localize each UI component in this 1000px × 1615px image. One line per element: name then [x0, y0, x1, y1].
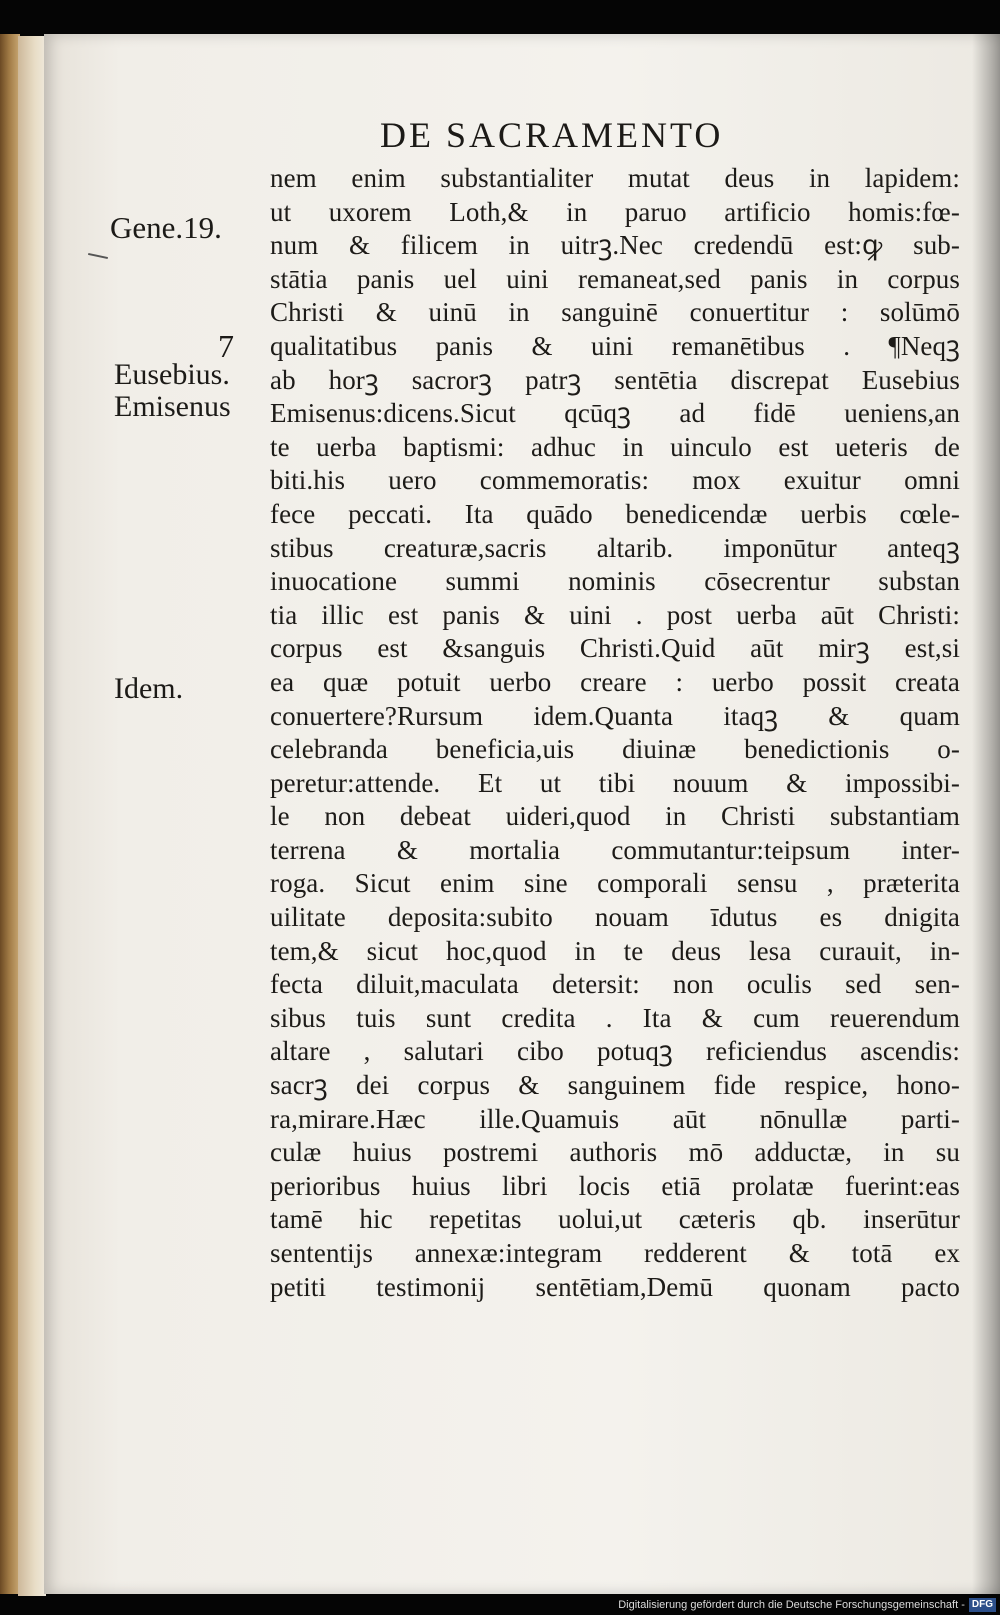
text-line: nem enim substantialiter mutat deus in lapidem: [270, 163, 960, 193]
margin-note-emisenus: Emisenus [114, 390, 231, 423]
margin-note-number: 7 [218, 328, 234, 364]
text-line: conuertere?Rursum idem.Quanta itaqꝫ & quam [270, 700, 960, 731]
text-line: sacrꝫ dei corpus & sanguinem fide respice, hono- [270, 1070, 960, 1101]
text-line: tamē hic repetitas uolui,ut cæteris qb. inserūtur [270, 1204, 960, 1235]
text-line: roga. Sicut enim sine comporali sensu , præterita [270, 868, 960, 899]
book-page-stack [18, 36, 46, 1596]
text-line: Emisenus:dicens.Sicut qcūqꝫ ad fidē ueniens,an [270, 398, 960, 429]
text-line: ra,mirare.Hæc ille.Quamuis aūt nōnullæ parti- [270, 1103, 960, 1134]
text-line: le non debeat uideri,quod in Christi substantiam [270, 801, 960, 832]
text-line: terrena & mortalia commutantur:teipsum inter- [270, 834, 960, 865]
digitization-credit-text: Digitalisierung gefördert durch die Deutsche Forschungsgemeinschaft - [618, 1599, 965, 1611]
text-line: perioribus huius libri locis etiā prolatæ fuerint:eas [270, 1170, 960, 1201]
text-line: uilitate deposita:subito nouam īdutus es dnigita [270, 902, 960, 933]
text-line: fecta diluit,maculata detersit: non oculis sed sen- [270, 969, 960, 1000]
text-line: ab horꝫ sacrorꝫ patrꝫ sentētia discrepat Eusebius [270, 364, 960, 395]
margin-note-idem: Idem. [114, 672, 184, 705]
margin-note-gene: Gene.19. [110, 210, 222, 245]
text-line: qualitatibus panis & uini remanētibus . ¶Neqꝫ [270, 330, 960, 361]
text-line: altare , salutari cibo potuqꝫ reficiendus ascendis: [270, 1036, 960, 1067]
text-line: peretur:attende. Et ut tibi nouum & impossibi- [270, 767, 960, 798]
text-line: num & filicem in uitrꝫ.Nec credendū est:ꝙ sub- [270, 230, 960, 261]
text-line: tia illic est panis & uini . post uerba aūt Christi: [270, 599, 960, 630]
text-line: inuocatione summi nominis cōsecrentur substan [270, 566, 960, 597]
text-line: celebranda beneficia,uis diuinæ benedictionis o- [270, 734, 960, 765]
page-gutter-shadow [972, 34, 1000, 1594]
margin-note-eusebius: Eusebius. [114, 358, 230, 391]
text-line: biti.his uero commemoratis: mox exuitur omni [270, 465, 960, 496]
text-line: ea quæ potuit uerbo creare : uerbo possit creata [270, 666, 960, 697]
text-line: petiti testimonij sentētiam,Demū quonam pacto [270, 1271, 960, 1302]
text-line: sibus tuis sunt credita . Ita & cum reuerendum [270, 1002, 960, 1033]
text-line: stibus creaturæ,sacris altarib. imponūtur anteqꝫ [270, 532, 960, 563]
book-page-edges [0, 34, 20, 1594]
text-line: tem,& sicut hoc,quod in te deus lesa curauit, in- [270, 935, 960, 966]
text-line: Christi & uinū in sanguinē conuertitur : solūmō [270, 297, 960, 328]
text-line: sententijs annexæ:integram redderent & totā ex [270, 1238, 960, 1268]
text-line: corpus est &sanguis Christi.Quid aūt mirꝫ est,si [270, 633, 960, 664]
dfg-logo: DFG [969, 1598, 996, 1612]
body-text [270, 162, 960, 1304]
text-line: te uerba baptismi: adhuc in uinculo est ueteris de [270, 431, 960, 462]
text-line: culæ huius postremi authoris mō adductæ, in su [270, 1137, 960, 1168]
margin-notes [110, 160, 260, 760]
running-head: DE SACRAMENTO [380, 115, 724, 155]
text-line: stātia panis uel uini remaneat,sed panis in corpus [270, 263, 960, 294]
digitization-credit [600, 1596, 996, 1614]
text-line: ut uxorem Loth,& in paruo artificio homis:fœ- [270, 196, 960, 227]
text-line: fece peccati. Ita quādo benedicendæ uerbis cœle- [270, 498, 960, 529]
